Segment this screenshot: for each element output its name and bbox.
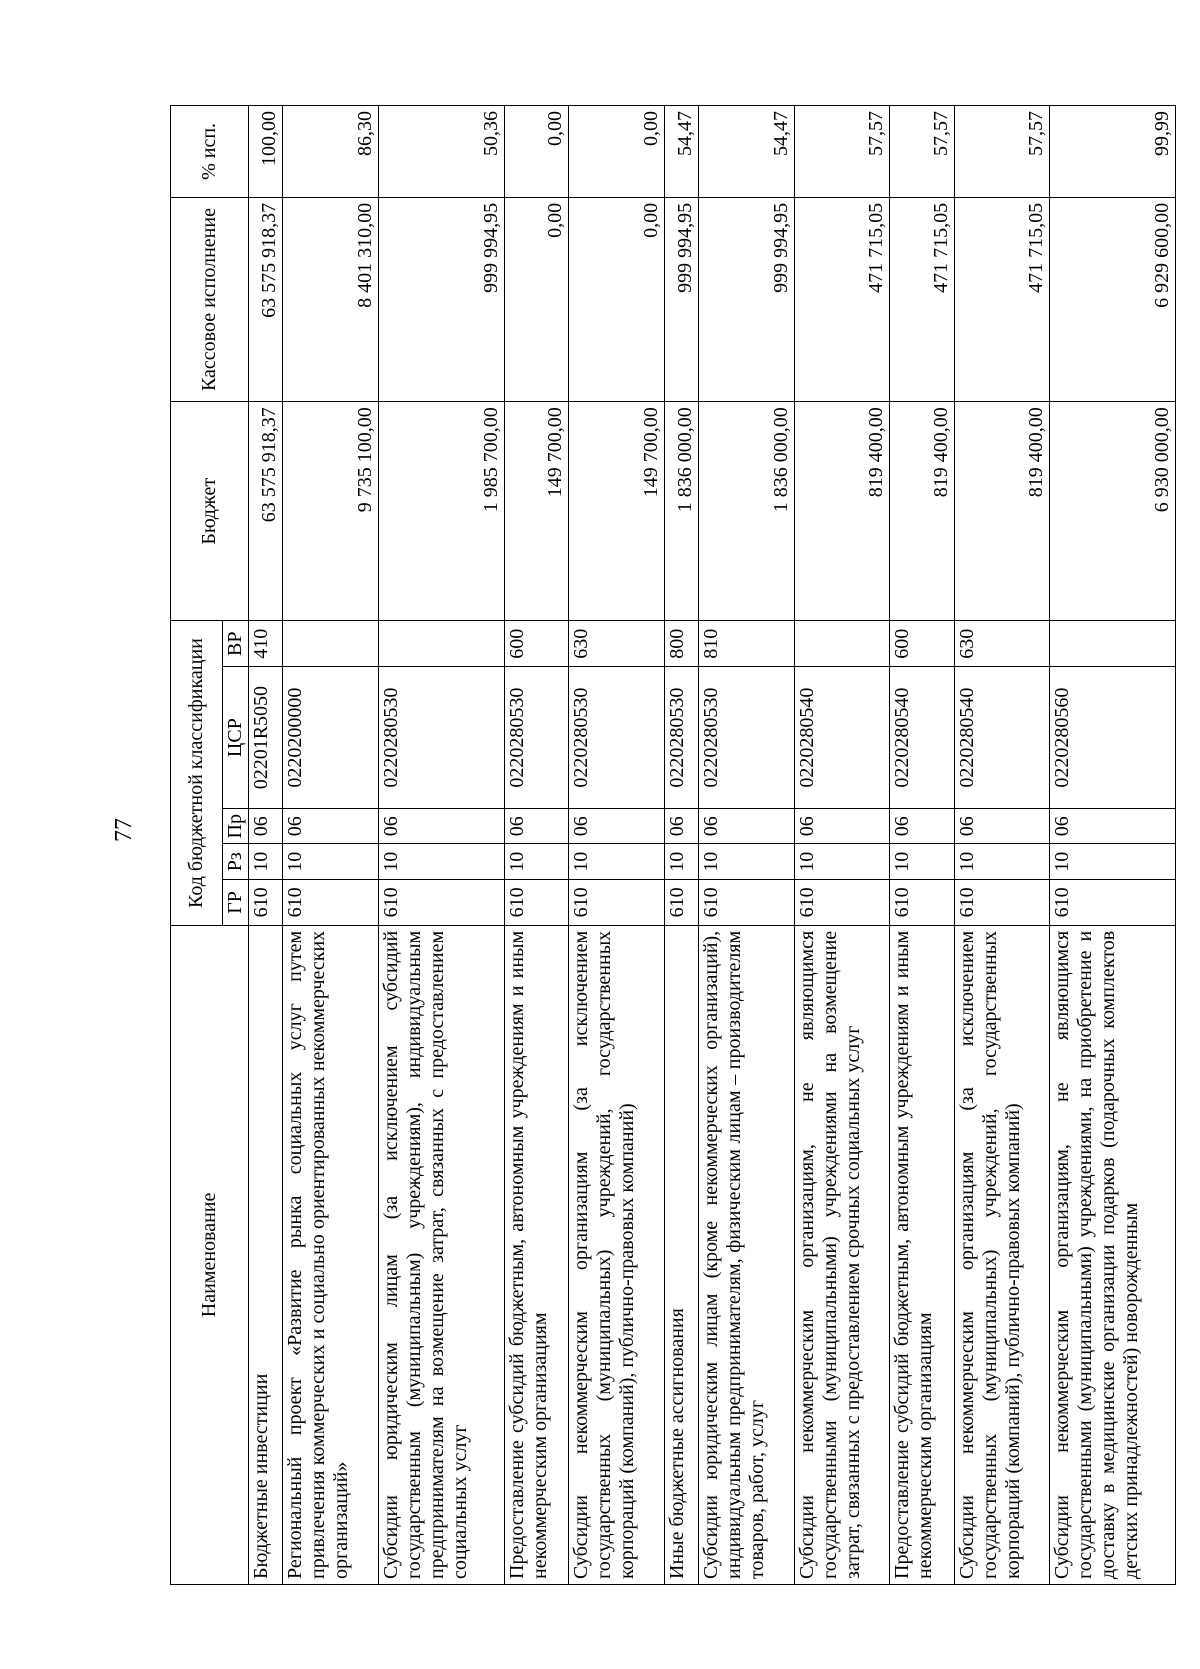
row-rz: 10 [378, 844, 504, 879]
row-pct: 57,57 [794, 106, 889, 198]
row-pr: 06 [569, 809, 664, 844]
row-vr [794, 621, 889, 667]
table-body [249, 106, 1176, 1585]
row-gr: 610 [1050, 879, 1176, 925]
row-rz: 10 [954, 844, 1049, 879]
row-gr: 610 [378, 879, 504, 925]
row-gr: 610 [283, 879, 378, 925]
row-cash: 471 715,05 [889, 197, 954, 401]
row-name: Предоставление субсидий бюджетным, автономным учреждениям и иным некоммерческим организациям [889, 925, 954, 1584]
header-pr: Пр [223, 809, 249, 844]
row-csr: 0220280530 [504, 667, 569, 809]
row-rz: 10 [699, 844, 794, 879]
row-pr: 06 [249, 809, 283, 844]
header-name: Наименование [171, 925, 249, 1584]
row-vr: 800 [664, 621, 698, 667]
row-cash: 471 715,05 [954, 197, 1049, 401]
row-csr: 0220280540 [889, 667, 954, 809]
row-gr: 610 [569, 879, 664, 925]
row-budget: 819 400,00 [889, 402, 954, 621]
table-row [569, 106, 664, 1585]
row-rz: 10 [664, 844, 698, 879]
row-vr [1050, 621, 1176, 667]
row-vr: 810 [699, 621, 794, 667]
page-number: 77 [111, 818, 137, 842]
row-gr: 610 [954, 879, 1049, 925]
row-rz: 10 [249, 844, 283, 879]
row-vr: 600 [504, 621, 569, 667]
row-rz: 10 [794, 844, 889, 879]
row-name: Предоставление субсидий бюджетным, автономным учреждениям и иным некоммерческим организациям [504, 925, 569, 1584]
row-cash: 0,00 [504, 197, 569, 401]
row-cash: 471 715,05 [794, 197, 889, 401]
row-vr: 410 [249, 621, 283, 667]
row-name: Иные бюджетные ассигнования [664, 925, 698, 1584]
row-budget: 1 836 000,00 [699, 402, 794, 621]
row-csr: 0220280560 [1050, 667, 1176, 809]
row-cash: 63 575 918,37 [249, 197, 283, 401]
row-budget: 149 700,00 [504, 402, 569, 621]
row-pct: 99,99 [1050, 106, 1176, 198]
row-pct: 54,47 [699, 106, 794, 198]
budget-table [170, 105, 1176, 1585]
row-pr: 06 [283, 809, 378, 844]
row-vr [283, 621, 378, 667]
row-pct: 50,36 [378, 106, 504, 198]
row-pr: 06 [794, 809, 889, 844]
budget-table-container [170, 105, 1176, 1585]
row-cash: 999 994,95 [664, 197, 698, 401]
row-cash: 999 994,95 [378, 197, 504, 401]
header-rz: Рз [223, 844, 249, 879]
table-row [664, 106, 698, 1585]
row-csr: 02201R5050 [249, 667, 283, 809]
row-budget: 1 985 700,00 [378, 402, 504, 621]
row-vr: 630 [569, 621, 664, 667]
row-cash: 999 994,95 [699, 197, 794, 401]
row-pr: 06 [954, 809, 1049, 844]
header-cash: Кассовое исполнение [171, 197, 249, 401]
header-budget: Бюджет [171, 402, 249, 621]
row-pct: 0,00 [569, 106, 664, 198]
row-gr: 610 [249, 879, 283, 925]
row-vr [378, 621, 504, 667]
row-cash: 8 401 310,00 [283, 197, 378, 401]
row-name: Субсидии некоммерческим организациям (за исключением государственных (муниципальных) учреждений, государственных корпораций (компаний), публично-правовых компаний) [569, 925, 664, 1584]
table-row [504, 106, 569, 1585]
row-name: Субсидии юридическим лицам (кроме некоммерческих организаций), индивидуальным предпринимателям, физическим лицам – производителям товаров, работ, услуг [699, 925, 794, 1584]
row-name: Субсидии некоммерческим организациям, не являющимся государственными (муниципальными) учреждениями, на приобретение и доставку в медицинские организации подарков (подарочных комплектов детских принадлежностей) новорожденным [1050, 925, 1176, 1584]
row-budget: 149 700,00 [569, 402, 664, 621]
row-gr: 610 [889, 879, 954, 925]
table-row [1050, 106, 1176, 1585]
row-rz: 10 [1050, 844, 1176, 879]
table-row [249, 106, 283, 1585]
row-rz: 10 [569, 844, 664, 879]
header-gr: ГР [223, 879, 249, 925]
row-vr: 600 [889, 621, 954, 667]
row-budget: 819 400,00 [954, 402, 1049, 621]
row-budget: 819 400,00 [794, 402, 889, 621]
row-cash: 6 929 600,00 [1050, 197, 1176, 401]
row-csr: 0220280530 [699, 667, 794, 809]
row-rz: 10 [283, 844, 378, 879]
header-csr: ЦСР [223, 667, 249, 809]
row-csr: 0220280530 [569, 667, 664, 809]
row-csr: 0220200000 [283, 667, 378, 809]
row-pct: 0,00 [504, 106, 569, 198]
row-csr: 0220280530 [664, 667, 698, 809]
table-row [889, 106, 954, 1585]
row-pr: 06 [378, 809, 504, 844]
row-gr: 610 [699, 879, 794, 925]
row-gr: 610 [794, 879, 889, 925]
row-csr: 0220280540 [954, 667, 1049, 809]
row-cash: 0,00 [569, 197, 664, 401]
row-budget: 1 836 000,00 [664, 402, 698, 621]
row-name: Бюджетные инвестиции [249, 925, 283, 1584]
row-rz: 10 [889, 844, 954, 879]
row-pr: 06 [699, 809, 794, 844]
header-pct: % исп. [171, 106, 249, 198]
row-gr: 610 [664, 879, 698, 925]
header-code-group: Код бюджетной классификации [171, 621, 223, 926]
row-csr: 0220280540 [794, 667, 889, 809]
row-pct: 100,00 [249, 106, 283, 198]
row-pct: 86,30 [283, 106, 378, 198]
row-budget: 6 930 000,00 [1050, 402, 1176, 621]
row-name: Региональный проект «Развитие рынка социальных услуг путем привлечения коммерческих и социально ориентированных некоммерческих организаций» [283, 925, 378, 1584]
row-pr: 06 [889, 809, 954, 844]
row-name: Субсидии некоммерческим организациям (за исключением государственных (муниципальных) учреждений, государственных корпораций (компаний), публично-правовых компаний) [954, 925, 1049, 1584]
row-csr: 0220280530 [378, 667, 504, 809]
row-vr: 630 [954, 621, 1049, 667]
row-gr: 610 [504, 879, 569, 925]
row-pct: 54,47 [664, 106, 698, 198]
table-row [283, 106, 378, 1585]
table-row [954, 106, 1049, 1585]
row-pr: 06 [664, 809, 698, 844]
row-pr: 06 [1050, 809, 1176, 844]
row-rz: 10 [504, 844, 569, 879]
row-budget: 63 575 918,37 [249, 402, 283, 621]
table-row [794, 106, 889, 1585]
header-vr: ВР [223, 621, 249, 667]
table-row [699, 106, 794, 1585]
row-pct: 57,57 [954, 106, 1049, 198]
row-name: Субсидии юридическим лицам (за исключением субсидий государственным (муниципальным) учреждениям), индивидуальным предпринимателям на возмещение затрат, связанных с предоставлением социальных услуг [378, 925, 504, 1584]
row-budget: 9 735 100,00 [283, 402, 378, 621]
row-pr: 06 [504, 809, 569, 844]
table-row [378, 106, 504, 1585]
row-name: Субсидии некоммерческим организациям, не являющимся государственными (муниципальными) учреждениями на возмещение затрат, связанных с предоставлением срочных социальных услуг [794, 925, 889, 1584]
row-pct: 57,57 [889, 106, 954, 198]
